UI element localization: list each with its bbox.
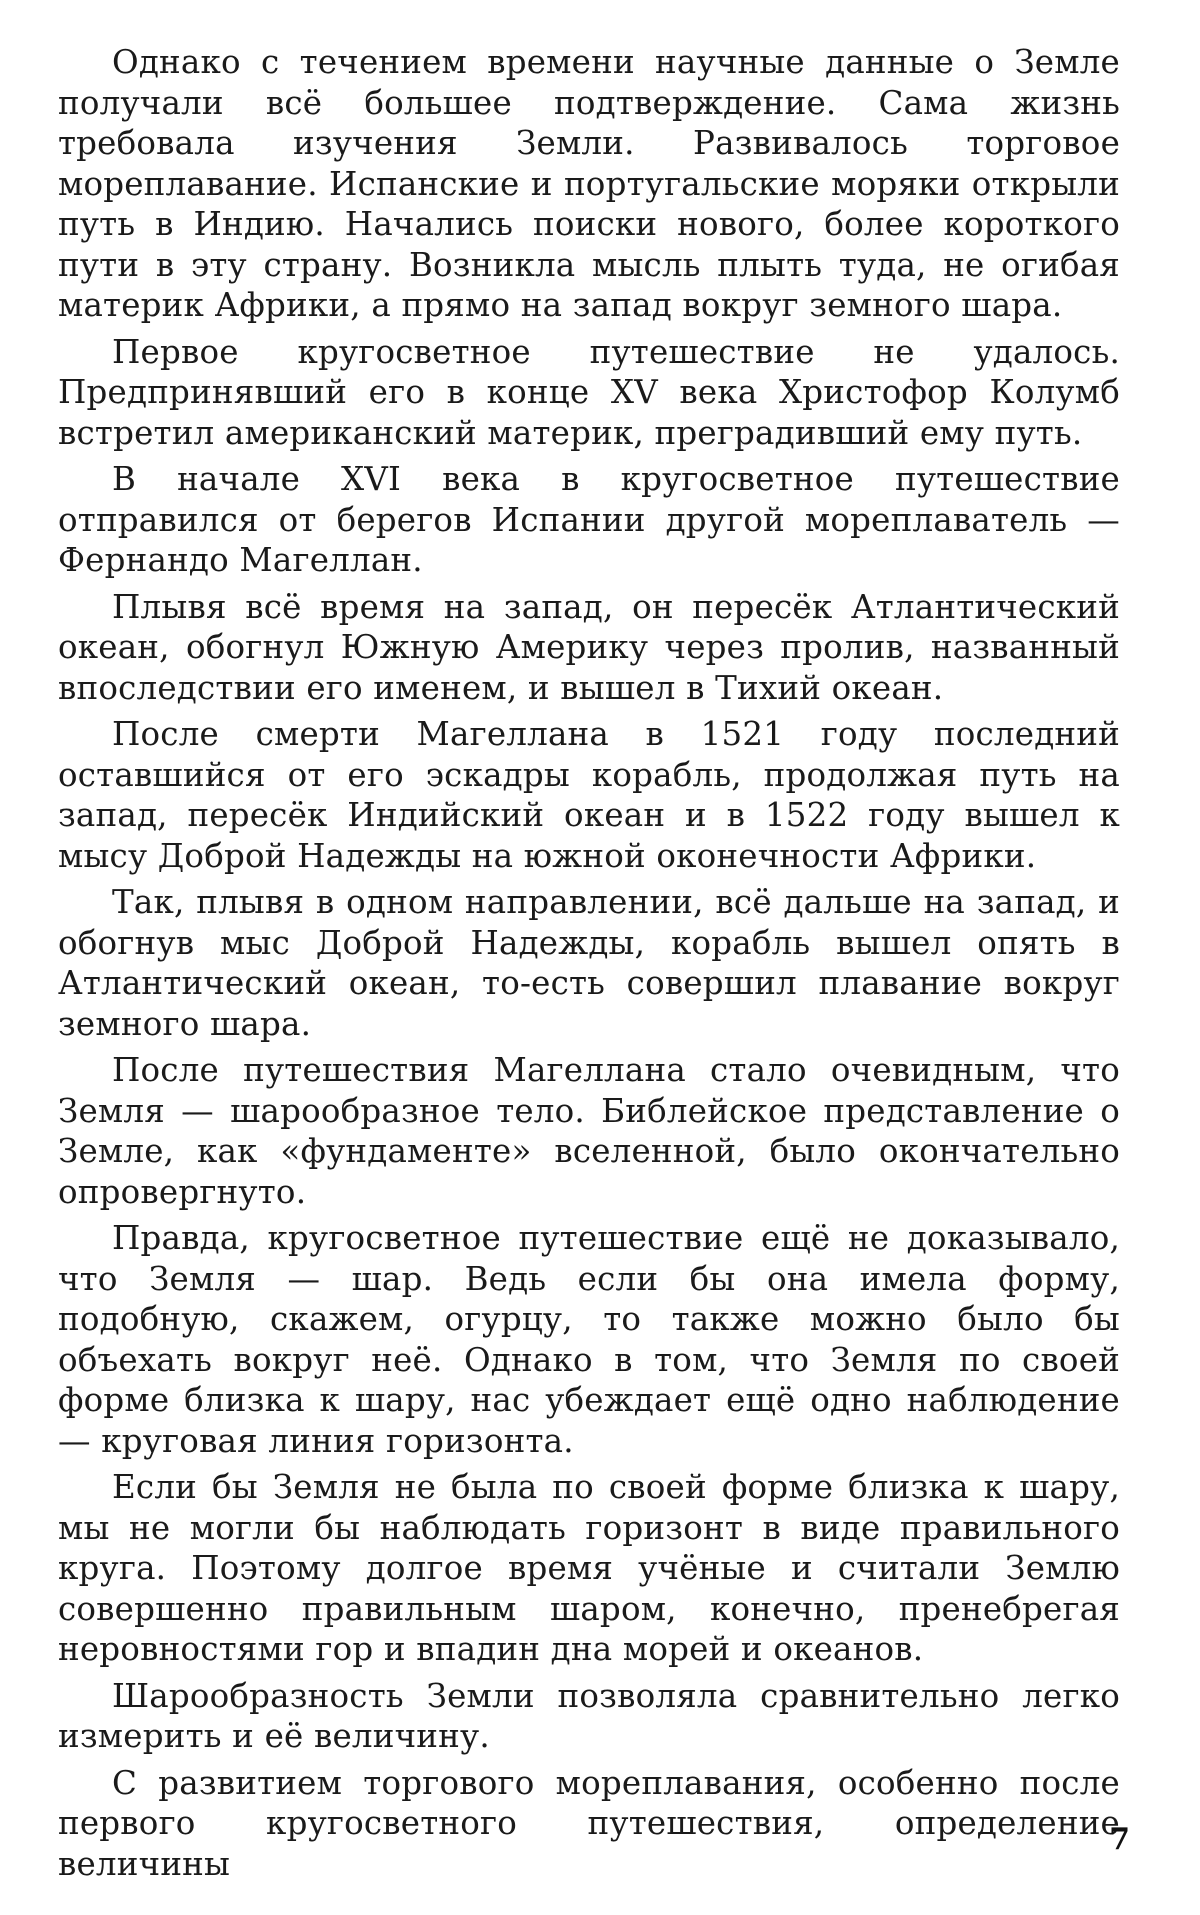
paragraph-2: Первое кругосветное путешествие не удалось. Предпринявший его в конце XV века Христофор Колумб встретил американский материк, преградивший ему путь. <box>58 332 1120 452</box>
paragraph-1: Однако с течением времени научные данные о Земле получали всё большее подтверждение. Сама жизнь требовала изучения Земли. Развивалось торговое мореплавание. Испанские и португальские моряки открыли путь в Индию. Начались поиски нового, более короткого пути в эту страну. Возникла мысль плыть туда, не огибая материк Африки, а прямо на запад вокруг земного шара. <box>58 43 1120 324</box>
paragraph-11: С развитием торгового мореплавания, особенно после первого кругосветного путешествия, определение величины <box>58 1763 1120 1883</box>
paragraph-10: Шарообразность Земли позволяла сравнительно легко измерить и её величину. <box>58 1676 1120 1755</box>
paragraph-5: После смерти Магеллана в 1521 году последний оставшийся от его эскадры корабль, продолжая путь на запад, пересёк Индийский океан и в 1522 году вышел к мысу Доброй Надежды на южной оконечности Африки. <box>58 715 1120 875</box>
text-column <box>58 42 1120 1890</box>
paragraph-8: Правда, кругосветное путешествие ещё не доказывало, что Земля — шар. Ведь если бы она имела форму, подобную, скажем, огурцу, то также можно было бы объехать вокруг неё. Однако в том, что Земля по своей форме близка к шару, нас убеждает ещё одно наблюдение — круговая линия горизонта. <box>58 1219 1120 1460</box>
paragraph-7: После путешествия Магеллана стало очевидным, что Земля — шарообразное тело. Библейское представление о Земле, как «фундаменте» вселенной, было окончательно опровергнуто. <box>58 1051 1120 1211</box>
paragraph-3: В начале XVI века в кругосветное путешествие отправился от берегов Испании другой мореплаватель — Фернандо Магеллан. <box>58 460 1120 579</box>
page-number: 7 <box>1109 1822 1130 1857</box>
paragraph-6: Так, плывя в одном направлении, всё дальше на запад, и обогнув мыс Доброй Надежды, корабль вышел опять в Атлантический океан, то-есть совершил плавание вокруг земного шара. <box>58 883 1120 1043</box>
paragraph-9: Если бы Земля не была по своей форме близка к шару, мы не могли бы наблюдать горизонт в виде правильного круга. Поэтому долгое время учёные и считали Землю совершенно правильным шаром, конечно, пренебрегая неровностями гор и впадин дна морей и океанов. <box>58 1468 1120 1668</box>
paragraph-4: Плывя всё время на запад, он пересёк Атлантический океан, обогнул Южную Америку через пролив, названный впоследствии его именем, и вышел в Тихий океан. <box>58 587 1120 707</box>
